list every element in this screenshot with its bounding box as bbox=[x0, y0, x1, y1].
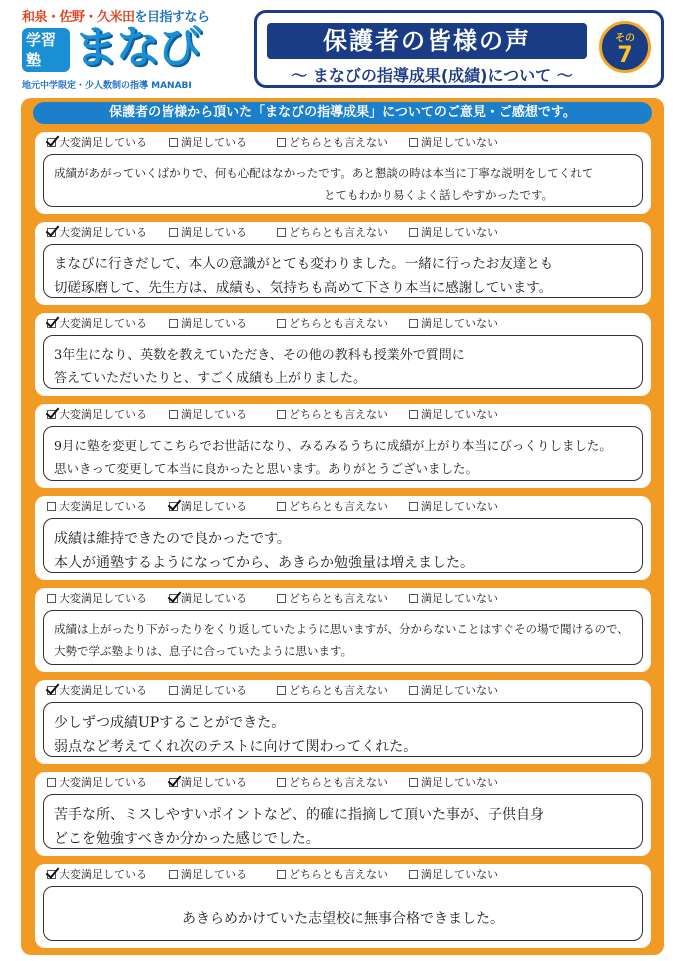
rating-option-label: 大変満足している bbox=[59, 500, 147, 513]
checkbox-icon[interactable] bbox=[277, 502, 286, 511]
rating-row bbox=[47, 407, 637, 423]
rating-option[interactable] bbox=[277, 591, 388, 607]
rating-row bbox=[47, 683, 637, 699]
rating-option[interactable] bbox=[277, 867, 388, 883]
feedback-card bbox=[35, 864, 651, 948]
rating-option-label: どちらとも言えない bbox=[289, 408, 388, 421]
rating-option-label: 大変満足している bbox=[59, 684, 147, 697]
rating-option-label: どちらとも言えない bbox=[289, 500, 388, 513]
rating-option[interactable] bbox=[277, 775, 388, 791]
comment-box bbox=[43, 886, 643, 941]
rating-row bbox=[47, 135, 637, 151]
handwritten-comment-line: 成績があがっていくばかりで、何も心配はなかったです。あと懇談の時は本当に丁寧な説明をしてくれて bbox=[54, 166, 594, 180]
rating-option[interactable] bbox=[47, 867, 147, 883]
rating-option-label: 満足していない bbox=[421, 592, 498, 605]
handwritten-comment-line: 3年生になり、英数を教えていただき、その他の教科も授業外で質問に bbox=[54, 348, 465, 363]
feedback-card bbox=[35, 680, 651, 764]
rating-option-label: 満足している bbox=[181, 592, 247, 605]
comment-box bbox=[43, 244, 643, 298]
rating-option[interactable] bbox=[409, 591, 498, 607]
issue-badge bbox=[599, 21, 651, 73]
checkbox-icon[interactable] bbox=[277, 870, 286, 879]
logo-tagline-rest: を目指すなら bbox=[134, 10, 210, 25]
handwritten-comment-line: 少しずつ成績UPすることができた。 bbox=[54, 715, 286, 731]
rating-option[interactable] bbox=[409, 135, 498, 151]
rating-row bbox=[47, 225, 637, 241]
rating-option[interactable] bbox=[169, 225, 247, 241]
comment-box bbox=[43, 154, 643, 207]
rating-option[interactable] bbox=[277, 407, 388, 423]
rating-option-label: どちらとも言えない bbox=[289, 684, 388, 697]
comment-box bbox=[43, 426, 643, 481]
section-banner: 保護者の皆様から頂いた「まなびの指導成果」についてのご意見・ご感想です。 bbox=[33, 102, 652, 124]
checked-checkbox-icon[interactable] bbox=[47, 686, 56, 695]
rating-option[interactable] bbox=[47, 591, 147, 607]
rating-option-label: 満足していない bbox=[421, 317, 498, 330]
rating-row bbox=[47, 316, 637, 332]
checkbox-icon[interactable] bbox=[277, 319, 286, 328]
logo-tagline-places: 和泉・佐野・久米田 bbox=[22, 10, 135, 25]
page-header bbox=[0, 0, 680, 98]
handwritten-comment-line: まなびに行きだして、本人の意識がとても変わりました。一緒に行ったお友達とも bbox=[54, 256, 554, 272]
rating-option[interactable] bbox=[47, 499, 147, 515]
checkbox-icon[interactable] bbox=[169, 870, 178, 879]
checkbox-icon[interactable] bbox=[277, 138, 286, 147]
rating-option[interactable] bbox=[169, 683, 247, 699]
checkbox-icon[interactable] bbox=[277, 778, 286, 787]
rating-option-label: 満足していない bbox=[421, 684, 498, 697]
checkbox-icon[interactable] bbox=[169, 410, 178, 419]
feedback-card bbox=[35, 496, 651, 580]
logo-wordmark: まなび bbox=[74, 22, 200, 73]
feedback-card bbox=[35, 132, 651, 214]
title-panel bbox=[254, 10, 664, 88]
rating-option[interactable] bbox=[277, 316, 388, 332]
checked-checkbox-icon[interactable] bbox=[169, 502, 178, 511]
rating-row bbox=[47, 775, 637, 791]
rating-option[interactable] bbox=[169, 499, 247, 515]
handwritten-comment-line: 成績は上がったり下がったりをくり返していたように思いますが、分からないことはすぐその場で聞けるので、 bbox=[54, 622, 629, 636]
rating-option-label: どちらとも言えない bbox=[289, 136, 388, 149]
rating-option-label: どちらとも言えない bbox=[289, 226, 388, 239]
rating-option[interactable] bbox=[277, 225, 388, 241]
comment-box bbox=[43, 335, 643, 389]
comment-box bbox=[43, 702, 643, 757]
rating-option[interactable] bbox=[47, 683, 147, 699]
handwritten-comment-line: 答えていただいたりと、すごく成績も上がりました。 bbox=[54, 371, 367, 386]
checkbox-icon[interactable] bbox=[409, 228, 418, 237]
checked-checkbox-icon[interactable] bbox=[47, 319, 56, 328]
rating-option-label: 大変満足している bbox=[59, 136, 147, 149]
rating-option-label: 満足している bbox=[181, 226, 247, 239]
rating-row bbox=[47, 867, 637, 883]
feedback-card bbox=[35, 772, 651, 856]
checkbox-icon[interactable] bbox=[169, 228, 178, 237]
rating-option[interactable] bbox=[409, 499, 498, 515]
page-subtitle: ～ まなびの指導成果(成績)について ～ bbox=[291, 66, 573, 85]
checked-checkbox-icon[interactable] bbox=[47, 410, 56, 419]
checked-checkbox-icon[interactable] bbox=[169, 778, 178, 787]
rating-option-label: どちらとも言えない bbox=[289, 592, 388, 605]
checked-checkbox-icon[interactable] bbox=[169, 594, 178, 603]
rating-option-label: どちらとも言えない bbox=[289, 317, 388, 330]
school-logo[interactable] bbox=[8, 6, 238, 92]
rating-option-label: 満足している bbox=[181, 500, 247, 513]
badge-number: 7 bbox=[617, 43, 633, 68]
checkbox-icon[interactable] bbox=[409, 594, 418, 603]
rating-option[interactable] bbox=[169, 867, 247, 883]
rating-option[interactable] bbox=[409, 407, 498, 423]
rating-option[interactable] bbox=[47, 316, 147, 332]
rating-option-label: 大変満足している bbox=[59, 317, 147, 330]
rating-option[interactable] bbox=[409, 867, 498, 883]
checkbox-icon[interactable] bbox=[409, 778, 418, 787]
feedback-card bbox=[35, 588, 651, 672]
rating-option-label: 満足していない bbox=[421, 868, 498, 881]
checkbox-icon[interactable] bbox=[277, 228, 286, 237]
rating-option[interactable] bbox=[47, 225, 147, 241]
checkbox-icon[interactable] bbox=[169, 686, 178, 695]
badge-label: その bbox=[615, 33, 635, 44]
rating-option[interactable] bbox=[409, 683, 498, 699]
rating-option[interactable] bbox=[277, 135, 388, 151]
checkbox-icon[interactable] bbox=[169, 319, 178, 328]
checkbox-icon[interactable] bbox=[47, 502, 56, 511]
page-title: 保護者の皆様の声 bbox=[267, 23, 587, 59]
rating-option[interactable] bbox=[47, 135, 147, 151]
checkbox-icon[interactable] bbox=[409, 686, 418, 695]
checkbox-icon[interactable] bbox=[277, 594, 286, 603]
handwritten-comment-line: 大勢で学ぶ塾よりは、息子に合っていたように思います。 bbox=[54, 643, 353, 658]
rating-option[interactable] bbox=[409, 775, 498, 791]
rating-row bbox=[47, 591, 637, 607]
rating-option[interactable] bbox=[409, 225, 498, 241]
checkbox-icon[interactable] bbox=[409, 138, 418, 147]
checked-checkbox-icon[interactable] bbox=[47, 138, 56, 147]
rating-option-label: 大変満足している bbox=[59, 592, 147, 605]
checked-checkbox-icon[interactable] bbox=[47, 228, 56, 237]
rating-row bbox=[47, 499, 637, 515]
handwritten-comment-line: どこを勉強すべきか分かった感じでした。 bbox=[54, 831, 320, 847]
rating-option[interactable] bbox=[169, 775, 247, 791]
handwritten-comment-line: 本人が通塾するようになってから、あきらか勉強量は増えました。 bbox=[54, 555, 474, 571]
rating-option-label: 大変満足している bbox=[59, 776, 147, 789]
feedback-card bbox=[35, 313, 651, 396]
handwritten-comment-line: あきらめかけていた志望校に無事合格できました。 bbox=[182, 911, 504, 927]
rating-option-label: どちらとも言えない bbox=[289, 776, 388, 789]
checked-checkbox-icon[interactable] bbox=[47, 870, 56, 879]
rating-option-label: 大変満足している bbox=[59, 408, 147, 421]
rating-option[interactable] bbox=[169, 135, 247, 151]
feedback-sheet bbox=[21, 98, 664, 955]
rating-option-label: 満足している bbox=[181, 684, 247, 697]
rating-option-label: 満足していない bbox=[421, 408, 498, 421]
rating-option-label: 満足していない bbox=[421, 500, 498, 513]
rating-option-label: 満足している bbox=[181, 868, 247, 881]
rating-option-label: 満足していない bbox=[421, 776, 498, 789]
rating-option-label: 満足している bbox=[181, 776, 247, 789]
rating-option[interactable] bbox=[277, 683, 388, 699]
checkbox-icon[interactable] bbox=[409, 410, 418, 419]
rating-option-label: 満足している bbox=[181, 136, 247, 149]
rating-option[interactable] bbox=[277, 499, 388, 515]
comment-box bbox=[43, 610, 643, 665]
checkbox-icon[interactable] bbox=[47, 778, 56, 787]
rating-option-label: 満足している bbox=[181, 408, 247, 421]
feedback-card bbox=[35, 404, 651, 488]
logo-subtitle: 地元中学限定・少人数制の指導 MANABI bbox=[22, 81, 192, 91]
handwritten-comment-line: 切磋琢磨して、先生方は、成績も、気持ちも高めて下さり本当に感謝しています。 bbox=[54, 279, 553, 296]
rating-option-label: どちらとも言えない bbox=[289, 868, 388, 881]
handwritten-comment-line: 思いきって変更して本当に良かったと思います。ありがとうございました。 bbox=[54, 460, 479, 476]
checkbox-icon[interactable] bbox=[169, 138, 178, 147]
handwritten-comment-line: 弱点など考えてくれ次のテストに向けて関わってくれた。 bbox=[54, 739, 418, 755]
rating-option[interactable] bbox=[409, 316, 498, 332]
rating-option-label: 大変満足している bbox=[59, 226, 147, 239]
handwritten-comment-line: 成績は維持できたので良かったです。 bbox=[54, 531, 291, 547]
rating-option[interactable] bbox=[47, 775, 147, 791]
feedback-card bbox=[35, 222, 651, 305]
rating-option-label: 大変満足している bbox=[59, 868, 147, 881]
checkbox-icon[interactable] bbox=[277, 410, 286, 419]
comment-box bbox=[43, 794, 643, 849]
checkbox-icon[interactable] bbox=[409, 502, 418, 511]
rating-option[interactable] bbox=[169, 316, 247, 332]
logo-box: 学習塾 bbox=[22, 28, 70, 72]
rating-option-label: 満足していない bbox=[421, 136, 498, 149]
rating-option-label: 満足していない bbox=[421, 226, 498, 239]
checkbox-icon[interactable] bbox=[409, 870, 418, 879]
handwritten-comment-line: とてもわかり易くよく話しやすかったです。 bbox=[324, 187, 554, 202]
checkbox-icon[interactable] bbox=[47, 594, 56, 603]
checkbox-icon[interactable] bbox=[409, 319, 418, 328]
rating-option[interactable] bbox=[47, 407, 147, 423]
rating-option[interactable] bbox=[169, 591, 247, 607]
comment-box bbox=[43, 518, 643, 573]
rating-option-label: 満足している bbox=[181, 317, 247, 330]
rating-option[interactable] bbox=[169, 407, 247, 423]
handwritten-comment-line: 9月に塾を変更してこちらでお世話になり、みるみるうちに成績が上がり本当にびっくりしました。 bbox=[54, 438, 612, 453]
checkbox-icon[interactable] bbox=[277, 686, 286, 695]
handwritten-comment-line: 苦手な所、ミスしやすいポイントなど、的確に指摘して頂いた事が、子供自身 bbox=[54, 807, 544, 823]
